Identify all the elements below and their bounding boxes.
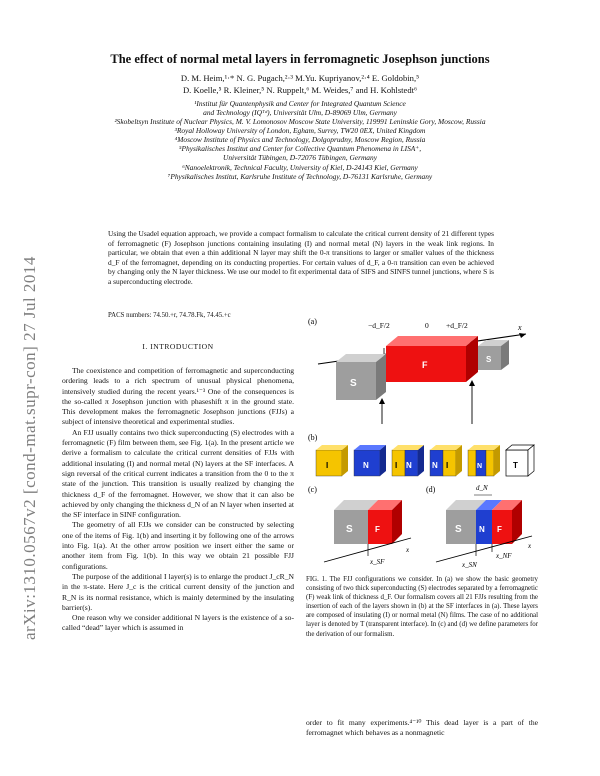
axis-x-label-c: x — [406, 546, 410, 554]
body-text-right: order to fit many experiments.⁴⁻¹⁰ This dead layer is a part of the ferromagnet which behaves as a nonmagnetic — [306, 718, 538, 738]
affiliation-4: ⁴Moscow Institute of Physics and Technology, Dolgoprudny, Moscow Region, Russia — [174, 135, 426, 144]
f-label: F — [422, 360, 428, 370]
dn-label: d_N — [476, 484, 488, 492]
affiliation-7: ⁷Physikalisches Institut, Karlsruhe Institute of Technology, D-76131 Karlsruhe, Germany — [167, 172, 433, 181]
axis-x-label-d: x — [528, 542, 532, 550]
s-label-left: S — [350, 378, 357, 389]
tick-label-left: −d_F/2 — [368, 321, 390, 330]
panel-label-b: (b) — [308, 433, 318, 442]
paragraph-2: An FJJ usually contains two thick superconducting (S) electrodes with a ferromagnetic (F) film between them, see Fig. 1(a). In the present article we derive a formalism to calculate the critical current densities of FJJs with additional insulating (I) and normal metal (N) layers at the SF interfaces. A sign reversal of the critical current indicates a transition from the 0 to the π state of the junction. This transition is usually realized by changing the thickness d_F of the ferromagnet. However, we show that it can also be achieved by only changing the thickness d_N of an N layer when inserted at the SF interface in SINF configuration. — [62, 427, 294, 520]
paper-title: The effect of normal metal layers in ferromagnetic Josephson junctions — [110, 52, 490, 66]
panel-d-junction — [446, 500, 522, 544]
svg-text:N: N — [363, 461, 369, 470]
layer-item-ini — [468, 445, 500, 476]
arrow-up-icon — [379, 398, 385, 404]
svg-text:I: I — [395, 461, 398, 470]
affiliation-1b: and Technology (IQᵀᵈ), Universität Ulm, D-89069 Ulm, Germany — [203, 108, 397, 117]
paragraph-5: One reason why we consider additional N layers is the existence of a so-called “dead” layer which is assumed in — [62, 613, 294, 633]
x-nf-label: x_NF — [496, 552, 512, 560]
f-block-top — [386, 336, 478, 346]
svg-text:N: N — [406, 461, 412, 470]
tick-label-zero: 0 — [425, 321, 429, 330]
svg-text:N: N — [479, 525, 485, 534]
arxiv-stamp: arXiv:1310.0567v2 [cond-mat.supr-con] 27 Jul 2014 — [20, 256, 39, 640]
x-sn-label: x_SN — [462, 561, 477, 569]
section-heading: I. INTRODUCTION — [142, 342, 214, 351]
panel-c-junction — [334, 500, 402, 544]
axis-x-label: x — [518, 323, 522, 332]
figure-1 — [306, 312, 538, 570]
figure-caption: FIG. 1. The FJJ configurations we consider. In (a) we show the basic geometry consisting of two thick superconducting (S) electrodes separated by a ferromagnetic (F) weak link of thickness d_F. Our formalism covers all 21 FJJs resulting from the insertion of each of the layers shown in (b) at the SF interfaces in (a). These layers are composed of insulating (I) or normal metal (N) films. The case of no additional layer is denoted by T (transparent interface). In (c) and (d) we define parameters for the derivation of our formalism. — [306, 576, 538, 638]
arrow-up-icon — [469, 380, 475, 386]
svg-text:N: N — [477, 463, 483, 470]
paragraph-4: The purpose of the additional I layer(s) is to enlarge the product J_cR_N in the π-state. Here J_c is the critical current density of the junction and R_N is its normal resistance, which is mainly determined by the insulating barrier(s). — [62, 571, 294, 612]
paragraph-1: The coexistence and competition of ferromagnetic and superconducting ordering leads to a rich spectrum of unusual physical phenomena, intensively studied during the recent years.¹⁻³ One of the consequences is the so-called π Josephson junction with phaseshift π in the ground state. This development makes the ferromagnetic Josephson junctions (FJJs) a subject of intensive theoretical and experimental studies. — [62, 366, 294, 427]
svg-text:N: N — [432, 461, 438, 470]
layer-item-n — [354, 445, 386, 476]
layer-item-ni — [430, 445, 462, 476]
affiliation-5b: Universität Tübingen, D-72076 Tübingen, Germany — [223, 153, 377, 162]
svg-text:I: I — [446, 461, 449, 470]
layer-item-t — [506, 445, 534, 476]
panel-label-c: (c) — [308, 485, 317, 494]
panel-label-d: (d) — [426, 485, 436, 494]
author-line-2: D. Koelle,⁵ R. Kleiner,⁵ N. Ruppelt,⁶ M. Weides,⁷ and H. Kohlstedt⁶ — [182, 85, 418, 95]
pacs-numbers: PACS numbers: 74.50.+r, 74.78.Fk, 74.45.+c — [108, 312, 231, 319]
body-text-left — [62, 366, 294, 634]
tick-label-right: +d_F/2 — [446, 321, 468, 330]
svg-text:F: F — [497, 525, 502, 534]
author-line-1: D. M. Heim,¹·* N. G. Pugach,²·³ M.Yu. Kupriyanov,²·⁴ E. Goldobin,⁵ — [180, 73, 420, 83]
svg-text:S: S — [455, 524, 462, 535]
x-sf-label: x_SF — [370, 558, 385, 566]
layer-item-in — [392, 445, 424, 476]
svg-text:F: F — [375, 525, 380, 534]
svg-text:I: I — [326, 461, 329, 470]
paragraph-3: The geometry of all FJJs we consider can be constructed by selecting one of the items of Fig. 1(b) and inserting it by following one of the arrows into Fig. 1(a). At the other arrow position we insert either the same or another item from Fig. 1(b). In this way we obtain 21 possible FJJ configurations. — [62, 520, 294, 571]
panel-label-a: (a) — [308, 317, 317, 326]
affiliation-5: ⁵Physikalisches Institut and Center for Collective Quantum Phenomena in LISA⁺, — [178, 144, 422, 153]
abstract: Using the Usadel equation approach, we provide a compact formalism to calculate the critical current density of 21 different types of ferromagnetic (F) Josephson junctions containing insulating (I) and normal metal (N) layers in the weak link regions. In particular, we obtain that even a thin additional N layer may shift the 0-π transitions to larger or smaller values of the thickness d_F of the ferromagnet, depending on its conducting properties. For certain values of d_F, a 0-π transition can even be achieved by changing only the N layer thickness. We use our model to fit experimental data of SIFS and SINFS tunnel junctions, where S is a superconducting electrode. — [108, 229, 494, 286]
svg-text:T: T — [513, 461, 518, 470]
layer-item-i — [316, 445, 348, 476]
svg-text:S: S — [346, 524, 353, 535]
affiliation-6: ⁶Nanoelektronik, Technical Faculty, University of Kiel, D-24143 Kiel, Germany — [182, 163, 418, 172]
s-block-left-side — [376, 354, 386, 400]
affiliation-1: ¹Institut für Quantenphysik and Center for Integrated Quantum Science — [194, 99, 406, 108]
affiliation-3: ³Royal Holloway University of London, Egham, Surrey, TW20 0EX, United Kingdom — [174, 126, 426, 135]
affiliation-2: ²Skobeltsyn Institute of Nuclear Physics, M. V. Lomonosov Moscow State University, 119991 Leninskie Gory, Moscow, Russia — [114, 117, 486, 126]
s-label-right: S — [486, 355, 492, 364]
